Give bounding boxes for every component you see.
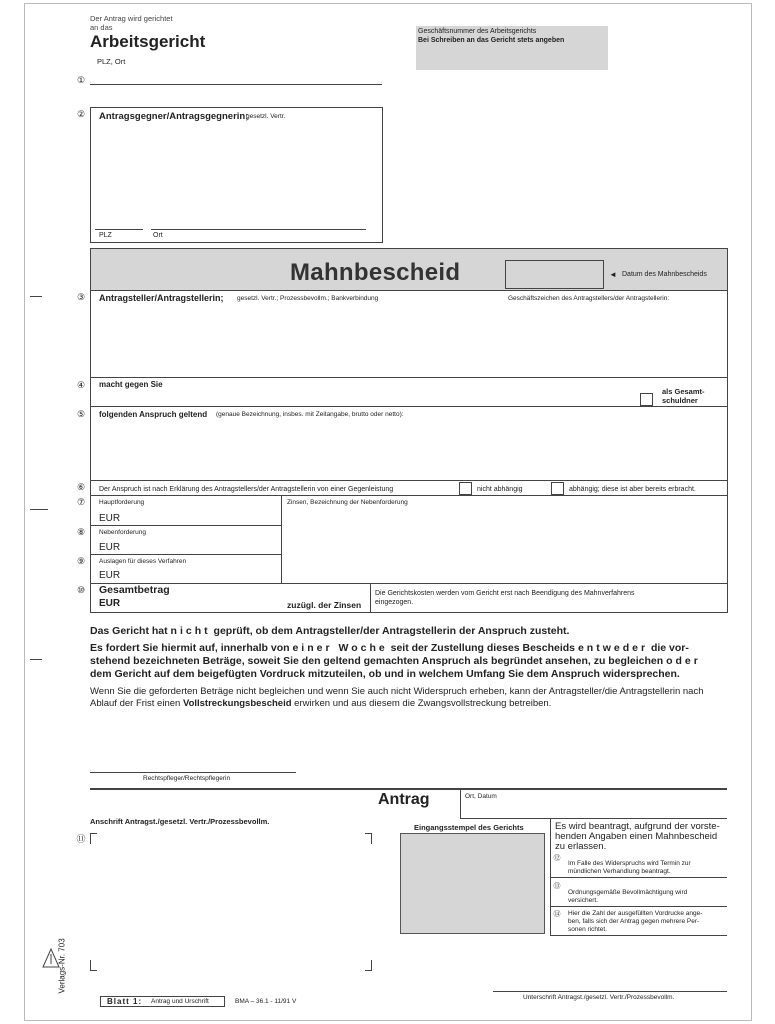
sheet-desc: Antrag und Urschrift [151,998,209,1005]
option14-line-2: ben, falls sich der Antrag gegen mehrere Per- [568,918,700,925]
option13-bottom [551,906,727,907]
joint-debtor-label: als Gesamt- [662,387,705,396]
notice-text: erwirken und aus diesem die Zwangsvollstreckung betreiben. [291,698,552,709]
notice-paragraph-1 [90,625,569,638]
field-number-12: ⑫ [553,855,561,862]
address-window-corner [365,833,372,844]
opponent-plz: PLZ [99,232,112,239]
dependent-checkbox[interactable] [551,482,564,495]
antrag-place-bottom [460,818,727,819]
antrag-place-divider [460,790,461,818]
option13-line-1: Ordnungsgemäße Bevollmächtigung wird [568,889,688,896]
option12-line-1: Im Falle des Widerspruchs wird Termin zur [568,860,691,867]
notice-paragraph-4: dem Gericht auf dem beigefügten Vordruck mitzuteilen, ob und in welchem Umfang Sie dem Anspruch widersprechen. [90,668,680,680]
not-dependent-checkbox[interactable] [459,482,472,495]
publisher-logo-icon [42,948,60,968]
title-band-bottom [91,290,727,291]
address-window-corner [90,833,97,844]
joint-debtor-label-2: schuldner [662,396,698,405]
option12-bottom [551,877,727,878]
row6-text: Der Anspruch ist nach Erklärung des Antragstellers/der Antragstellerin von einer Gegenleistung [99,486,394,493]
bescheid-date-box[interactable] [505,260,604,289]
page-title: Mahnbescheid [290,259,461,286]
court-costs-1: Die Gerichtskosten werden vom Gericht erst nach Beendigung des Mahnverfahrens [375,590,635,597]
opponent-title: Antragsgegner/Antragsgegnerin; [99,111,249,122]
field-number-9: ⑨ [76,556,86,566]
field-number-2: ② [76,109,86,119]
row3-bottom [91,377,727,378]
dependent-label: abhängig; diese ist aber bereits erbracht. [569,486,696,493]
row8-bottom [91,554,281,555]
fold-mark [30,659,42,660]
directed-to: Der Antrag wird gerichtet [90,14,173,23]
row5-bottom [91,480,727,481]
notice-emphasis: nicht [170,625,211,637]
option14-bottom [551,935,727,936]
publisher-text: Verlags-Nr. 703 [57,938,67,994]
side-claim-currency: EUR [99,542,121,553]
notice-emphasis: einer Woche [292,642,388,654]
main-claim-currency: EUR [99,513,121,524]
address-window-corner [90,960,97,971]
notice-text: stehend bezeichneten Beträge, soweit Sie den geltend gemachten Anspruch als begründet ansehen, zu begleichen [90,655,667,667]
option13-line-2: versichert. [568,897,598,904]
antrag-title: Antrag [378,791,430,808]
side-claim-label: Nebenforderung [99,529,146,536]
row5-sub: (genaue Bezeichnung, insbes. mit Zeitangabe, brutto oder netto): [216,411,404,418]
clerk-signature-line [90,772,296,773]
place-date-label: Ort, Datum [465,793,497,800]
notice-text: Es fordert Sie hiermit auf, innerhalb von [90,642,293,654]
notice-paragraph-6 [90,697,551,710]
costs-currency: EUR [99,570,121,581]
applicant-signature-label: Unterschrift Antragst./gesetzl. Vertr./Prozessbevollm. [523,994,675,1001]
total-label: Gesamtbetrag [99,584,170,596]
clerk-signature-label: Rechtspfleger/Rechtspflegerin [143,775,231,782]
option14-line-1: Hier die Zahl der ausgefüllten Vordrucke ange- [568,910,703,917]
costs-label: Auslagen für dieses Verfahren [99,558,187,565]
row4-bottom [91,406,727,407]
notice-text: Das Gericht hat [90,625,171,637]
bescheid-date-label: Datum des Mahnbescheids [622,271,707,278]
applicant-reference: Geschäftszeichen des Antragstellers/der Antragstellerin: [508,295,670,302]
notice-paragraph-5: Wenn Sie die geforderten Beträge nicht begleichen und wenn Sie auch nicht Widerspruch erheben, kann der Antragsteller/die Antragstellerin nach [90,686,704,697]
sheet-label-box [100,996,225,1007]
interest-label: Zinsen, Bezeichnung der Nebenforderung [287,499,408,506]
sheet-label: Blatt 1: [107,997,143,1006]
notice-text: seit der Zustellung dieses Bescheids [387,642,578,654]
row5-label: folgenden Anspruch geltend [99,410,208,419]
row9-bottom [91,583,727,584]
field-number-6: ⑥ [76,482,86,492]
fold-mark [30,296,42,297]
case-number-box[interactable] [416,26,608,70]
main-claim-label: Hauptforderung [99,499,145,506]
notice-emphasis: Vollstreckungsbescheid [182,698,292,709]
field-number-7: ⑦ [76,497,86,507]
notice-text: Ablauf der Frist einen [90,698,183,709]
opponent-box[interactable] [90,107,383,243]
request-line-1: Es wird beantragt, aufgrund der vorste- [555,821,720,832]
field-number-5: ⑤ [76,409,86,419]
total-divider [370,583,371,613]
option12-line-2: mündlichen Verhandlung beantragt. [568,868,671,875]
opponent-plz-line [95,229,143,230]
field-number-10: ⑩ [76,585,86,595]
applicant-signature-line [493,991,727,992]
not-dependent-label: nicht abhängig [477,486,523,493]
plz-ort-label: PLZ, Ort [97,57,126,66]
notice-paragraph-3 [90,655,701,668]
court-costs-2: eingezogen. [375,599,414,606]
total-currency: EUR [99,598,121,609]
row6-bottom [91,495,727,496]
joint-debtor-checkbox[interactable] [640,393,653,406]
opponent-ort-line [151,229,366,230]
court-stamp-box [400,833,545,934]
case-number-note: Bei Schreiben an das Gericht stets angeben [418,37,565,44]
row4-label: macht gegen Sie [99,380,163,389]
notice-paragraph-2 [90,642,730,655]
field-number-11: ⑪ [76,834,86,844]
applicant-title: Antragsteller/Antragstellerin; [99,293,224,303]
request-line-2: henden Angaben einen Mahnbescheid [555,831,718,842]
applicant-sub: gesetzl. Vertr.; Prozessbevollm.; Bankverbindung [237,295,379,302]
address-window-corner [365,960,372,971]
notice-text: geprüft, ob dem Antragsteller/der Antragstellerin der Anspruch zusteht. [210,625,570,637]
applicant-address-label: Anschrift Antragst./gesetzl. Vertr./Prozessbevollm. [90,817,270,826]
notice-emphasis: oder [666,655,701,667]
opponent-sub: gesetzl. Vertr. [246,113,286,120]
form-code: BMA – 36.1 - 11/91 V [235,998,297,1005]
field-number-8: ⑧ [76,527,86,537]
antrag-top-rule [90,788,727,790]
notice-emphasis: entweder [577,642,649,654]
request-line-3: zu erlassen. [555,841,607,852]
court-name: Arbeitsgericht [90,32,206,51]
option14-line-3: sonen richtet. [568,926,608,933]
opponent-ort: Ort [153,232,163,239]
stamp-label: Eingangsstempel des Gerichts [414,823,524,832]
field-number-13: ⑬ [553,883,561,890]
field-number-1: ① [76,75,86,85]
notice-text: die vor- [648,642,689,654]
case-number-title: Geschäftsnummer des Arbeitsgerichts [418,28,537,35]
plus-interest-label: zuzügl. der Zinsen [287,600,362,610]
field-number-4: ④ [76,380,86,390]
court-address-line [90,84,382,85]
field-number-14: ⑭ [553,911,561,918]
row7-bottom [91,525,281,526]
fold-mark [30,509,48,510]
field-number-3: ③ [76,292,86,302]
arrow-left-icon: ◄ [609,270,617,279]
an-das: an das [90,23,113,32]
amount-column-divider [281,495,282,583]
